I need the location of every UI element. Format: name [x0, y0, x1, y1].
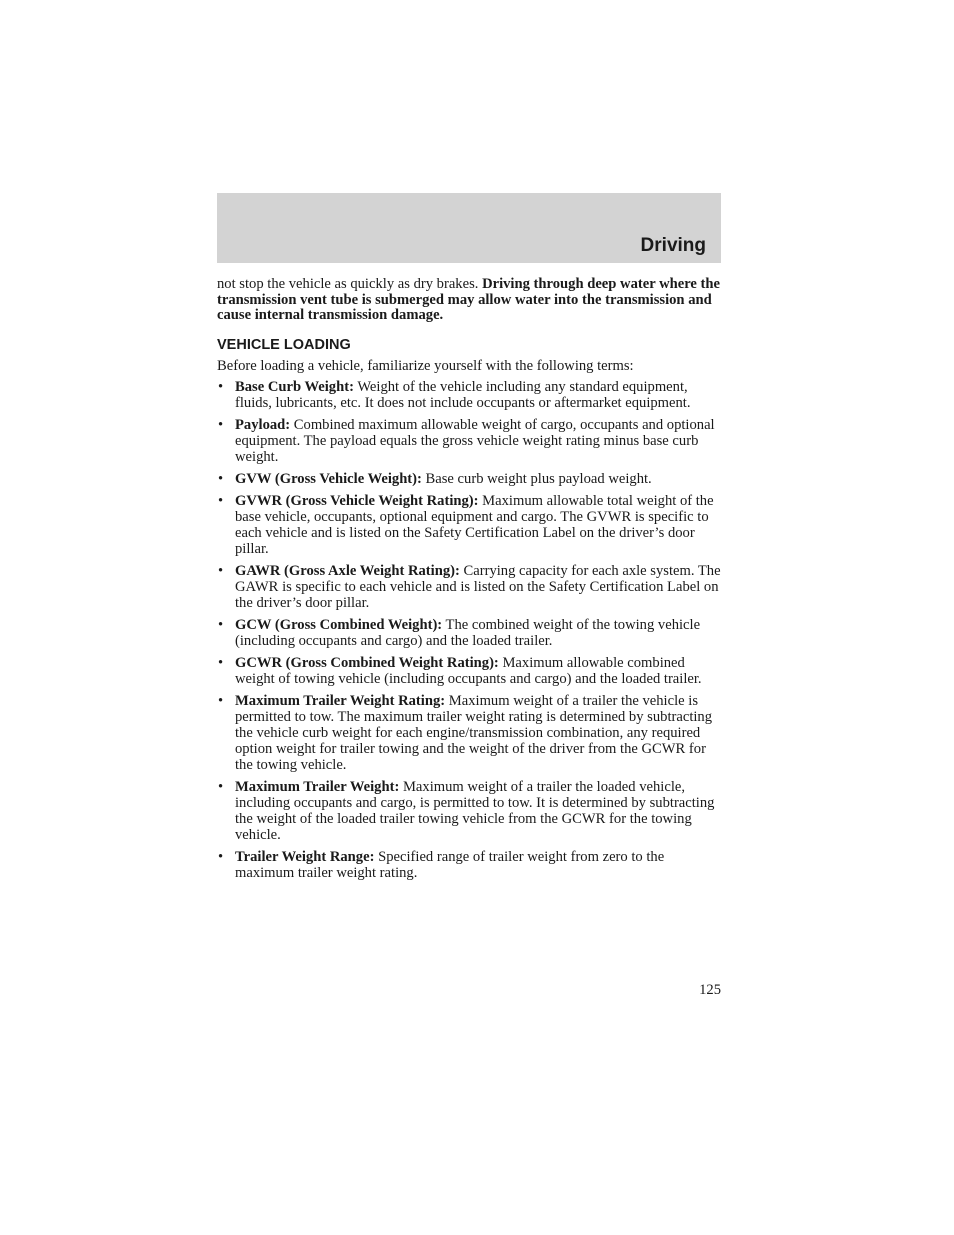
- term-definition: Maximum allowable combined weight of towing vehicle (including occupants and cargo) and the loaded trailer.: [235, 655, 702, 687]
- lead-paragraph: Before loading a vehicle, familiarize yourself with the following terms:: [217, 357, 634, 374]
- list-item: [217, 849, 723, 881]
- intro-warning-text: Driving through deep water where the transmission vent tube is submerged may allow water into the transmission and cause internal transmission damage.: [217, 276, 721, 323]
- list-item: [217, 617, 723, 649]
- term-label: GAWR (Gross Axle Weight Rating):: [235, 563, 460, 579]
- list-item: [217, 379, 723, 411]
- terms-list: [217, 379, 723, 881]
- term-label: Base Curb Weight:: [235, 379, 354, 395]
- term-definition: The combined weight of the towing vehicle (including occupants and cargo) and the loaded trailer.: [235, 617, 701, 649]
- list-item: [217, 417, 723, 465]
- term-definition: Weight of the vehicle including any standard equipment, fluids, lubricants, etc. It does not include occupants or aftermarket equipment.: [235, 379, 691, 411]
- term-label: GVW (Gross Vehicle Weight):: [235, 471, 422, 487]
- page-content: [217, 277, 723, 887]
- bullet-icon: •: [218, 471, 224, 487]
- list-item: [217, 563, 723, 611]
- term-label: Maximum Trailer Weight:: [235, 779, 400, 795]
- term-definition: Maximum weight of a trailer the vehicle is permitted to tow. The maximum trailer weight rating is determined by subtracting the vehicle curb weight for each engine/transmission combination, any required option weight for trailer towing and the weight of the driver from the GCWR for the towing vehicle.: [235, 693, 713, 773]
- list-item: [217, 655, 723, 687]
- list-item: [217, 471, 723, 487]
- list-item: [217, 493, 723, 557]
- term-label: GCW (Gross Combined Weight):: [235, 617, 443, 633]
- intro-plain-text: not stop the vehicle as quickly as dry brakes.: [217, 276, 483, 292]
- bullet-icon: •: [218, 849, 224, 865]
- term-label: GCWR (Gross Combined Weight Rating):: [235, 655, 499, 671]
- section-heading: VEHICLE LOADING: [217, 336, 351, 353]
- bullet-icon: •: [218, 693, 224, 709]
- section-title: Driving: [640, 235, 706, 256]
- list-item: [217, 779, 723, 843]
- section-header-band: [217, 193, 721, 263]
- term-definition: Combined maximum allowable weight of cargo, occupants and optional equipment. The payload equals the gross vehicle weight rating minus base curb weight.: [235, 417, 715, 465]
- term-definition: Specified range of trailer weight from zero to the maximum trailer weight rating.: [235, 849, 665, 881]
- intro-paragraph: [217, 277, 723, 324]
- list-item: [217, 693, 723, 773]
- bullet-icon: •: [218, 417, 224, 433]
- term-label: GVWR (Gross Vehicle Weight Rating):: [235, 493, 479, 509]
- term-definition: Maximum allowable total weight of the base vehicle, occupants, optional equipment and cargo. The GVWR is specific to each vehicle and is listed on the Safety Certification Label on the driver’s door pillar.: [235, 493, 714, 557]
- bullet-icon: •: [218, 655, 224, 671]
- bullet-icon: •: [218, 779, 224, 795]
- bullet-icon: •: [218, 493, 224, 509]
- bullet-icon: •: [218, 563, 224, 579]
- page-number: 125: [699, 982, 721, 998]
- term-definition: Carrying capacity for each axle system. The GAWR is specific to each vehicle and is listed on the Safety Certification Label on the driver’s door pillar.: [235, 563, 721, 611]
- term-definition: Base curb weight plus payload weight.: [421, 471, 652, 487]
- bullet-icon: •: [218, 379, 224, 395]
- term-label: Maximum Trailer Weight Rating:: [235, 693, 446, 709]
- bullet-icon: •: [218, 617, 224, 633]
- term-definition: Maximum weight of a trailer the loaded vehicle, including occupants and cargo, is permitted to tow. It is determined by subtracting the weight of the loaded trailer towing vehicle from the GCWR for the towing vehicle.: [235, 779, 715, 843]
- term-label: Payload:: [235, 417, 291, 433]
- term-label: Trailer Weight Range:: [235, 849, 375, 865]
